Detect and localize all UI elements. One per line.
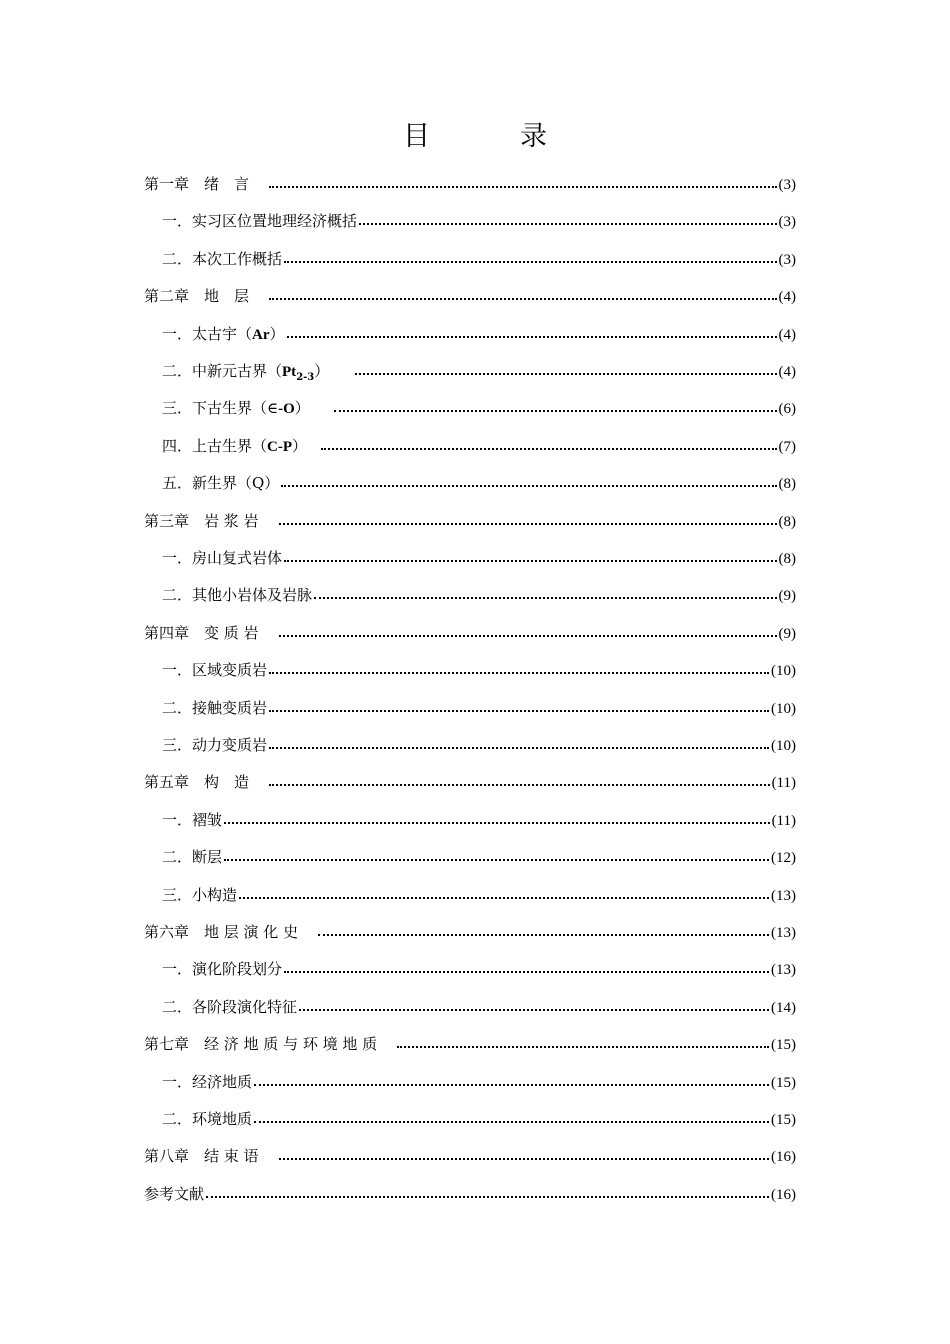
toc-entry-page: (16) <box>771 1149 796 1166</box>
toc-entry-page: (6) <box>778 401 796 418</box>
dot-leader <box>269 784 770 786</box>
toc-entry[interactable] <box>162 1107 796 1131</box>
toc-entry[interactable] <box>162 1070 796 1094</box>
toc-entry-label: 第二章 地 层 <box>144 287 250 306</box>
toc-entry-label: 三．小构造 <box>162 885 238 904</box>
toc-entry[interactable] <box>162 396 796 420</box>
toc-entry-label: 二．其他小岩体及岩脉 <box>162 586 313 605</box>
toc-entry-label: 一．褶皱 <box>162 810 223 829</box>
toc-entry[interactable] <box>144 1182 796 1206</box>
dot-leader <box>269 186 776 188</box>
toc-entry[interactable] <box>144 920 796 944</box>
toc-entry[interactable] <box>162 247 796 271</box>
toc-entry[interactable] <box>162 209 796 233</box>
dot-leader <box>314 597 776 599</box>
toc-entry[interactable] <box>144 284 796 308</box>
dot-leader <box>224 822 770 824</box>
toc-entry-page: (10) <box>771 738 796 754</box>
toc-entry[interactable] <box>144 1144 796 1168</box>
toc-entry-page: (15) <box>771 1074 796 1091</box>
toc-entry-symbol: -O <box>278 401 295 418</box>
dot-leader <box>239 897 769 899</box>
toc-entry-label: 第八章 结 束 语 <box>144 1147 259 1166</box>
toc-entry-page: (8) <box>778 476 796 493</box>
dot-leader <box>334 410 777 412</box>
toc-entry-label: 一．经济地质 <box>162 1072 253 1091</box>
dot-leader <box>318 934 769 936</box>
toc-entry-page: (3) <box>778 251 796 268</box>
dot-leader <box>269 747 769 749</box>
toc-entry[interactable] <box>162 434 796 458</box>
toc-entry-page: (12) <box>771 850 796 867</box>
toc-entry-label: 二．各阶段演化特征 <box>162 997 298 1016</box>
toc-entry-label: 第七章 经 济 地 质 与 环 境 地 质 <box>144 1035 378 1054</box>
toc-entry-page: (9) <box>778 588 796 605</box>
toc-entry-label: 二．环境地质 <box>162 1110 253 1128</box>
dot-leader <box>287 336 777 338</box>
toc-entry-label: 三．动力变质岩 <box>162 736 268 754</box>
toc-entry-label: 第六章 地 层 演 化 史 <box>144 923 299 941</box>
dot-leader <box>284 560 776 562</box>
toc-entry[interactable] <box>162 583 796 607</box>
title-right-char: 录 <box>520 121 547 152</box>
dot-leader <box>397 1046 769 1048</box>
toc-entry[interactable] <box>162 845 796 869</box>
toc-entry-page: (15) <box>771 1112 796 1128</box>
dot-leader <box>281 485 776 487</box>
dot-leader <box>254 1121 769 1123</box>
toc-entry[interactable] <box>162 359 796 383</box>
toc-entry[interactable] <box>144 172 796 196</box>
dot-leader <box>355 373 776 375</box>
toc-entry-label: 第三章 岩 浆 岩 <box>144 511 259 530</box>
dot-leader <box>279 523 777 525</box>
toc-entry-label: 一．房山复式岩体 <box>162 549 283 567</box>
dot-leader <box>269 298 776 300</box>
toc-entry-page: (16) <box>771 1186 796 1203</box>
toc-entry-label: 二．断层 <box>162 848 223 867</box>
toc-entry[interactable] <box>144 1032 796 1056</box>
toc-entry-label: 一．太古宇（Ar） <box>162 324 285 343</box>
toc-entry-label: 第五章 构 造 <box>144 773 250 792</box>
toc-entry-label: 二．中新元古界$(Pt_{2-3})$ <box>162 362 330 383</box>
dot-leader <box>254 1084 769 1086</box>
toc-entry[interactable] <box>162 883 796 907</box>
dot-leader <box>359 223 776 225</box>
toc-entry-label: 五．新生界（Q） <box>162 474 280 493</box>
toc-entry-symbol: C-P <box>267 438 293 455</box>
toc-entry[interactable] <box>144 770 796 794</box>
toc-entry-label: 一．演化阶段划分 <box>162 960 283 979</box>
toc-entry-page: (13) <box>771 887 796 904</box>
dot-leader <box>279 635 777 637</box>
toc-entry-label: 二．接触变质岩 <box>162 698 268 717</box>
toc-entry-page: (10) <box>771 663 796 680</box>
toc-entry-label: 一．区域变质岩 <box>162 661 268 680</box>
toc-entry-label: 参考文献 <box>144 1184 205 1203</box>
toc-entry-label: 第四章 变 质 岩 <box>144 623 259 642</box>
toc-entry-page: (10) <box>771 700 796 717</box>
dot-leader <box>299 1009 769 1011</box>
toc-entry-page: (15) <box>771 1037 796 1054</box>
toc-entry[interactable] <box>144 621 796 645</box>
toc-entry-page: (8) <box>778 513 796 530</box>
toc-entry-page: (14) <box>771 999 796 1016</box>
toc-entry-label: 第一章 绪 言 <box>144 175 250 193</box>
toc-entry-page: (4) <box>778 364 796 380</box>
toc-entry[interactable] <box>162 995 796 1019</box>
toc-entry-page: (11) <box>771 812 796 829</box>
toc-entry[interactable] <box>162 808 796 832</box>
dot-leader <box>206 1196 769 1198</box>
toc-entry[interactable] <box>162 546 796 570</box>
toc-entry[interactable] <box>162 696 796 720</box>
dot-leader <box>284 971 769 973</box>
toc-entry[interactable] <box>162 658 796 682</box>
toc-entry-symbol: Pt <box>282 364 297 380</box>
toc-entry-label: 三．下古生界（∈-O） <box>162 399 310 418</box>
toc-entry-page: (4) <box>778 326 796 343</box>
title-left-char: 目 <box>403 121 430 152</box>
toc-entry-page: (11) <box>771 775 796 792</box>
toc-entry-page: (8) <box>778 551 796 567</box>
dot-leader <box>279 1158 769 1160</box>
toc-entry-page: (3) <box>778 214 796 231</box>
toc-entry[interactable] <box>162 957 796 981</box>
toc-entry-page: (13) <box>771 925 796 941</box>
toc-entry-page: (7) <box>778 438 796 455</box>
toc-entry-label: 二．本次工作概括 <box>162 249 283 268</box>
dot-leader <box>269 710 769 712</box>
page-title <box>0 114 950 153</box>
toc-entry-page: (3) <box>778 177 796 193</box>
toc-entry[interactable] <box>162 733 796 757</box>
dot-leader <box>269 672 769 674</box>
dot-leader <box>321 448 776 450</box>
toc-entry[interactable] <box>162 471 796 495</box>
toc-entry-label: 四．上古生界（C-P） <box>162 436 308 455</box>
toc-entry-page: (13) <box>771 962 796 979</box>
toc-entry-page: (4) <box>778 289 796 306</box>
toc-entry-page: (9) <box>778 625 796 642</box>
toc-entry-label: 一．实习区位置地理经济概括 <box>162 212 358 231</box>
toc-entry-subscript: 2-3 <box>296 372 315 383</box>
dot-leader <box>224 859 769 861</box>
toc-entry[interactable] <box>144 509 796 533</box>
dot-leader <box>284 261 776 263</box>
toc-entry[interactable] <box>162 322 796 346</box>
toc-entry-symbol: Ar <box>252 326 270 343</box>
